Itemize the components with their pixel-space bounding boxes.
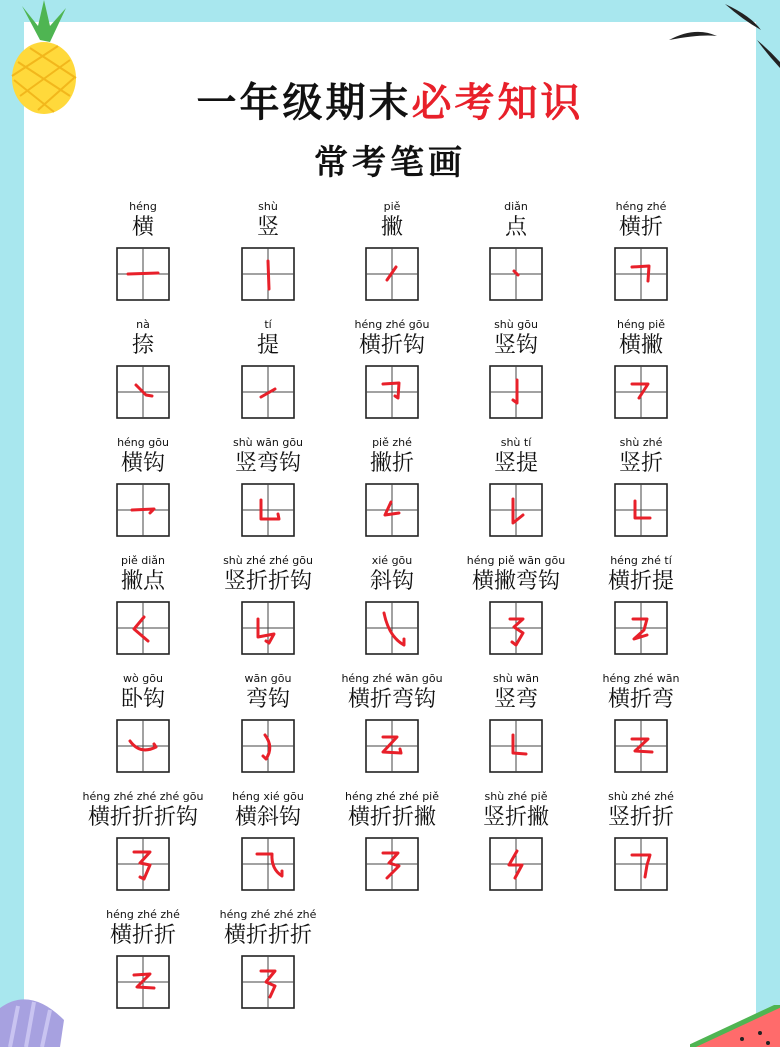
- tianzige-box: [116, 955, 170, 1009]
- tianzige-box: [116, 483, 170, 537]
- stroke-cell: [566, 554, 716, 664]
- stroke-pinyin: héng xié gōu: [232, 790, 304, 803]
- stroke-name: 撇: [380, 215, 403, 240]
- stroke-pinyin: shù zhé zhé gōu: [223, 554, 313, 567]
- stroke-pinyin: héng zhé wān gōu: [341, 672, 443, 685]
- tianzige-box: [365, 247, 419, 301]
- stroke-name: 横钩: [120, 451, 165, 476]
- tianzige-box: [614, 247, 668, 301]
- stroke-pinyin: héng gōu: [117, 436, 169, 449]
- stroke-pinyin: shù zhé piě: [484, 790, 548, 803]
- stroke-name: 横折提: [607, 569, 674, 594]
- stroke-pinyin: héng zhé zhé zhé gōu: [82, 790, 204, 803]
- tianzige-box: [489, 247, 543, 301]
- title-red-part: 必考知识: [411, 80, 584, 126]
- watermelon-icon: [690, 1005, 780, 1047]
- stroke-name: 横折弯: [607, 687, 674, 712]
- stroke-pinyin: héng zhé zhé: [106, 908, 180, 921]
- tianzige-box: [116, 837, 170, 891]
- tianzige-box: [365, 365, 419, 419]
- tianzige-box: [489, 837, 543, 891]
- title-black-part: 一年级期末: [196, 80, 412, 126]
- stroke-pinyin: shù: [258, 200, 278, 213]
- stroke-name: 横: [131, 215, 154, 240]
- tianzige-box: [365, 601, 419, 655]
- tianzige-box: [241, 955, 295, 1009]
- stroke-name: 横撇: [618, 333, 663, 358]
- stroke-pinyin: héng zhé gōu: [354, 318, 430, 331]
- stroke-pinyin: shù wān: [493, 672, 539, 685]
- bird-icon: [665, 0, 780, 70]
- stroke-name: 竖折折: [607, 805, 674, 830]
- tianzige-box: [365, 837, 419, 891]
- stroke-cell: [566, 672, 716, 782]
- stroke-name: 竖弯: [493, 687, 538, 712]
- stroke-pinyin: héng zhé zhé piě: [344, 790, 439, 803]
- stroke-name: 竖弯钩: [234, 451, 301, 476]
- stroke-cell: [193, 908, 343, 1018]
- stroke-name: 横折钩: [358, 333, 425, 358]
- stroke-pinyin: shù zhé zhé: [608, 790, 674, 803]
- stroke-pinyin: piě zhé: [372, 436, 412, 449]
- tianzige-box: [116, 365, 170, 419]
- stroke-pinyin: wān gōu: [244, 672, 292, 685]
- stroke-name: 竖折: [618, 451, 663, 476]
- tianzige-box: [116, 247, 170, 301]
- stroke-pinyin: héng zhé zhé zhé: [219, 908, 317, 921]
- red-stroke-mark: [268, 261, 269, 289]
- page-subtitle: 常考笔画: [314, 143, 466, 183]
- stroke-pinyin: héng piě wān gōu: [466, 554, 566, 567]
- stroke-name: 提: [256, 333, 279, 358]
- stroke-pinyin: héng zhé tí: [610, 554, 672, 567]
- stroke-name: 竖钩: [493, 333, 538, 358]
- tianzige-box: [614, 719, 668, 773]
- tianzige-box: [365, 483, 419, 537]
- stroke-pinyin: diǎn: [504, 200, 528, 213]
- stroke-cell: [566, 436, 716, 546]
- tianzige-box: [365, 719, 419, 773]
- stroke-pinyin: shù wān gōu: [232, 436, 304, 449]
- stroke-pinyin: xié gōu: [371, 554, 413, 567]
- tianzige-box: [614, 601, 668, 655]
- tianzige-box: [614, 365, 668, 419]
- stroke-pinyin: wò gōu: [123, 672, 163, 685]
- tianzige-box: [116, 601, 170, 655]
- stroke-name: 横折弯钩: [347, 687, 436, 712]
- stroke-name: 竖提: [493, 451, 538, 476]
- stroke-name: 卧钩: [120, 687, 165, 712]
- stroke-pinyin: shù zhé: [619, 436, 663, 449]
- tianzige-box: [241, 719, 295, 773]
- stroke-pinyin: shù gōu: [494, 318, 538, 331]
- stroke-name: 横折: [618, 215, 663, 240]
- stroke-name: 横折折折钩: [87, 805, 198, 830]
- stroke-cell: [566, 790, 716, 900]
- tianzige-box: [614, 483, 668, 537]
- tianzige-box: [489, 365, 543, 419]
- stroke-name: 竖折撇: [482, 805, 549, 830]
- stroke-pinyin: héng zhé wān: [602, 672, 680, 685]
- stroke-pinyin: héng piě: [617, 318, 665, 331]
- tianzige-box: [241, 247, 295, 301]
- stroke-pinyin: shù tí: [500, 436, 532, 449]
- stroke-pinyin: tí: [264, 318, 272, 331]
- stroke-pinyin: héng zhé: [615, 200, 667, 213]
- tianzige-box: [489, 483, 543, 537]
- stroke-name: 点: [504, 215, 527, 240]
- stroke-name: 竖折折钩: [223, 569, 312, 594]
- stroke-pinyin: nà: [136, 318, 150, 331]
- stroke-name: 弯钩: [245, 687, 290, 712]
- tianzige-box: [241, 483, 295, 537]
- stroke-name: 横斜钩: [234, 805, 301, 830]
- stroke-name: 竖: [256, 215, 279, 240]
- stroke-name: 捺: [131, 333, 154, 358]
- stroke-cell: [566, 318, 716, 428]
- stroke-pinyin: piě: [383, 200, 401, 213]
- page-title: [0, 78, 780, 128]
- red-stroke-mark: [128, 273, 158, 274]
- stroke-name: 横折折: [109, 923, 176, 948]
- stroke-name: 斜钩: [369, 569, 414, 594]
- tianzige-box: [241, 601, 295, 655]
- shell-icon: [0, 990, 70, 1047]
- tianzige-box: [614, 837, 668, 891]
- stroke-pinyin: piě diǎn: [120, 554, 166, 567]
- stroke-name: 横折折折: [223, 923, 312, 948]
- stroke-pinyin: héng: [129, 200, 157, 213]
- stroke-name: 横折折撇: [347, 805, 436, 830]
- stroke-cell: [566, 200, 716, 310]
- stroke-name: 撇折: [369, 451, 414, 476]
- stroke-name: 横撇弯钩: [471, 569, 560, 594]
- tianzige-box: [116, 719, 170, 773]
- tianzige-box: [241, 365, 295, 419]
- stroke-name: 撇点: [120, 569, 165, 594]
- tianzige-box: [489, 719, 543, 773]
- tianzige-box: [241, 837, 295, 891]
- tianzige-box: [489, 601, 543, 655]
